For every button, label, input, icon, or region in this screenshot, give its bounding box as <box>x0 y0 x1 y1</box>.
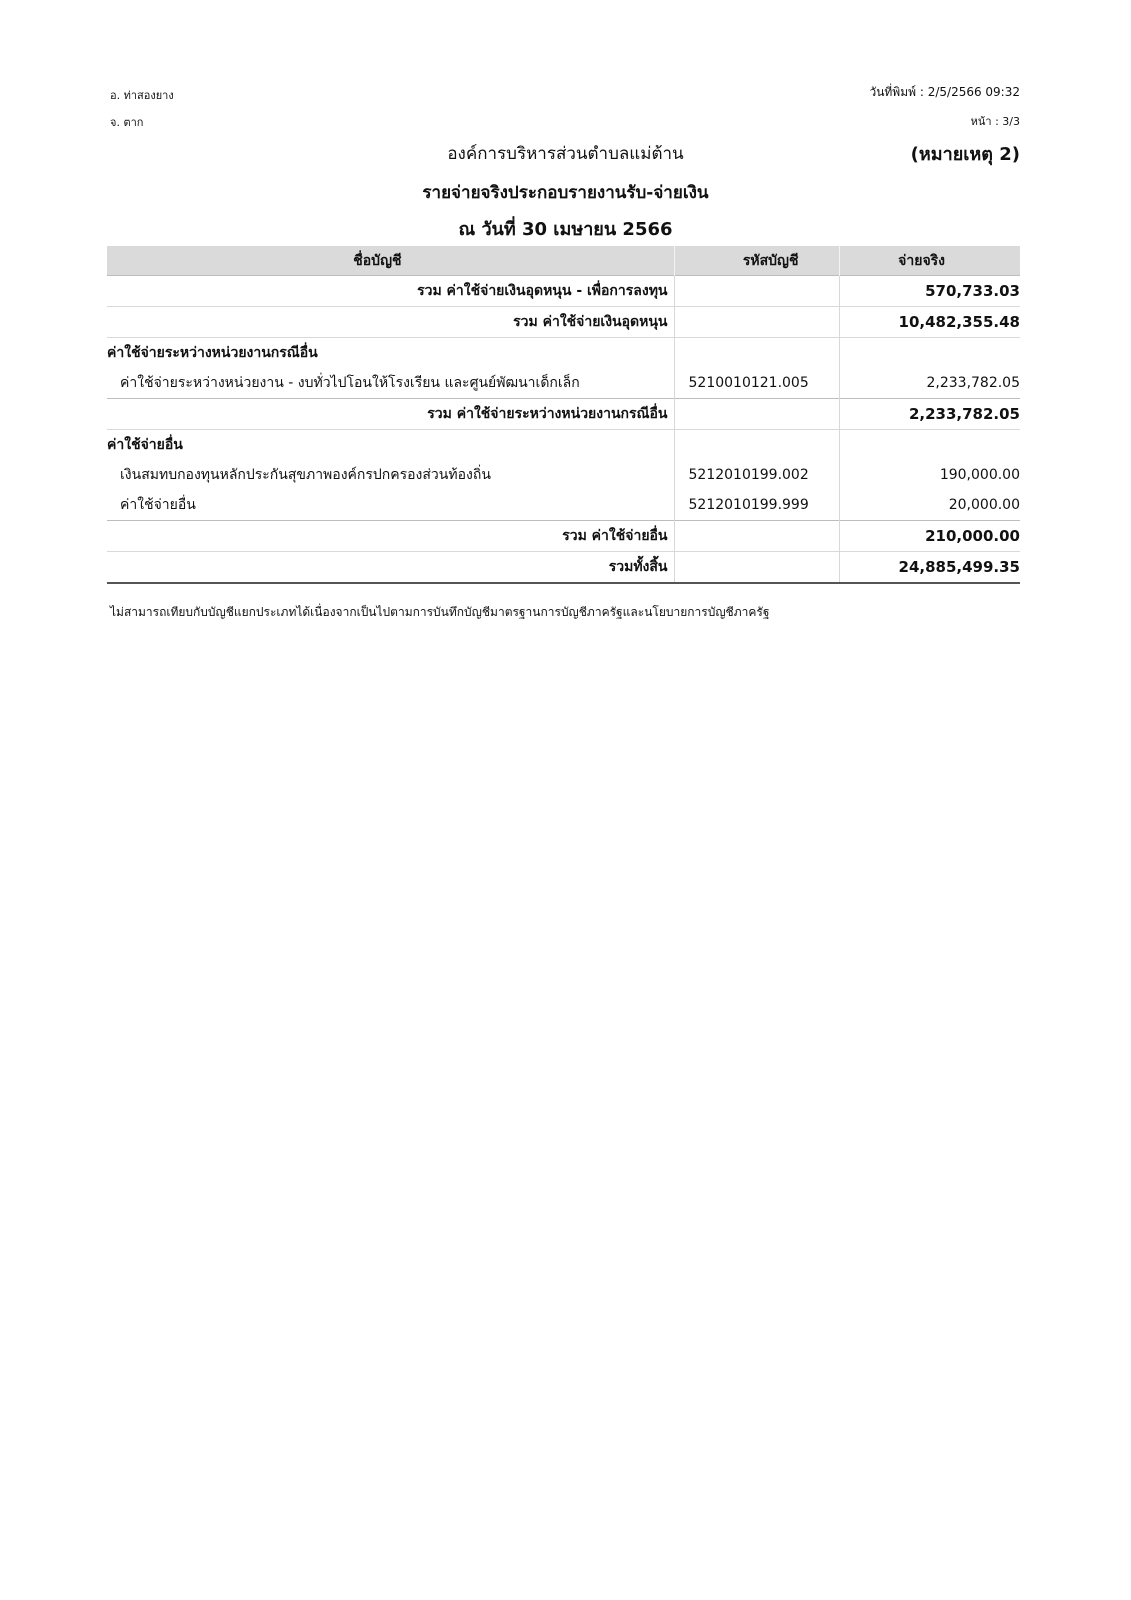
header-actual-amount: จ่ายจริง <box>839 246 1020 276</box>
actual-amount: 10,482,355.48 <box>839 307 1020 338</box>
account-code <box>674 399 839 430</box>
footnote: ไม่สามารถเทียบกับบัญชีแยกประเภทได้เนื่องจากเป็นไปตามการบันทึกบัญชีมาตรฐานการบัญชีภาครัฐและนโยบายการบัญชีภาครัฐ <box>110 605 770 619</box>
group-name: ค่าใช้จ่ายระหว่างหน่วยงานกรณีอื่น <box>107 345 318 361</box>
subtotal-row <box>107 399 1020 430</box>
subtotal-row <box>107 276 1020 307</box>
actual-amount: 210,000.00 <box>839 521 1020 552</box>
header-account-code: รหัสบัญชี <box>674 246 839 276</box>
account-name: ค่าใช้จ่ายระหว่างหน่วยงาน - งบทั่วไปโอนให้โรงเรียน และศูนย์พัฒนาเด็กเล็ก <box>120 375 580 391</box>
group-header-row <box>107 430 1020 461</box>
account-code <box>674 430 839 461</box>
report-title: รายจ่ายจริงประกอบรายงานรับ-จ่ายเงิน <box>422 183 709 203</box>
table-header-row <box>107 246 1020 276</box>
header-account-name: ชื่อบัญชี <box>107 246 674 276</box>
report-date: ณ วันที่ 30 เมษายน 2566 <box>458 219 673 240</box>
grand-total-row <box>107 552 1020 584</box>
table-row <box>107 368 1020 399</box>
actual-amount: 190,000.00 <box>839 460 1020 490</box>
actual-amount: 570,733.03 <box>839 276 1020 307</box>
account-code: 5210010121.005 <box>674 368 839 399</box>
account-name: เงินสมทบกองทุนหลักประกันสุขภาพองค์กรปกครองส่วนท้องถิ่น <box>120 467 491 483</box>
group-header-row <box>107 338 1020 369</box>
print-date: วันที่พิมพ์ : 2/5/2566 09:32 <box>869 85 1020 99</box>
actual-amount <box>839 430 1020 461</box>
account-name: รวม ค่าใช้จ่ายระหว่างหน่วยงานกรณีอื่น <box>107 399 674 430</box>
subtotal-row <box>107 307 1020 338</box>
account-code <box>674 521 839 552</box>
account-name: รวม ค่าใช้จ่ายอื่น <box>107 521 674 552</box>
table-row <box>107 490 1020 521</box>
account-code <box>674 307 839 338</box>
actual-amount: 2,233,782.05 <box>839 399 1020 430</box>
account-name: รวม ค่าใช้จ่ายเงินอุดหนุน - เพื่อการลงทุน <box>107 276 674 307</box>
page-number: หน้า : 3/3 <box>970 115 1020 128</box>
subtotal-row <box>107 521 1020 552</box>
account-name: รวม ค่าใช้จ่ายเงินอุดหนุน <box>107 307 674 338</box>
actual-amount: 20,000.00 <box>839 490 1020 521</box>
account-code <box>674 338 839 369</box>
account-code <box>674 276 839 307</box>
actual-amount <box>839 338 1020 369</box>
district-label: อ. ท่าสองยาง <box>110 89 174 102</box>
grand-total-label: รวมทั้งสิ้น <box>107 552 674 584</box>
account-code: 5212010199.999 <box>674 490 839 521</box>
account-name: ค่าใช้จ่ายอื่น <box>120 497 196 513</box>
note-reference: (หมายเหตุ 2) <box>910 144 1020 165</box>
province-label: จ. ตาก <box>110 116 144 129</box>
actual-amount: 2,233,782.05 <box>839 368 1020 399</box>
account-code: 5212010199.002 <box>674 460 839 490</box>
grand-total-amount: 24,885,499.35 <box>839 552 1020 584</box>
table-row <box>107 460 1020 490</box>
organization-name: องค์การบริหารส่วนตำบลแม่ต้าน <box>447 144 684 164</box>
expense-table <box>107 246 1020 584</box>
group-name: ค่าใช้จ่ายอื่น <box>107 437 183 453</box>
account-code <box>674 552 839 584</box>
